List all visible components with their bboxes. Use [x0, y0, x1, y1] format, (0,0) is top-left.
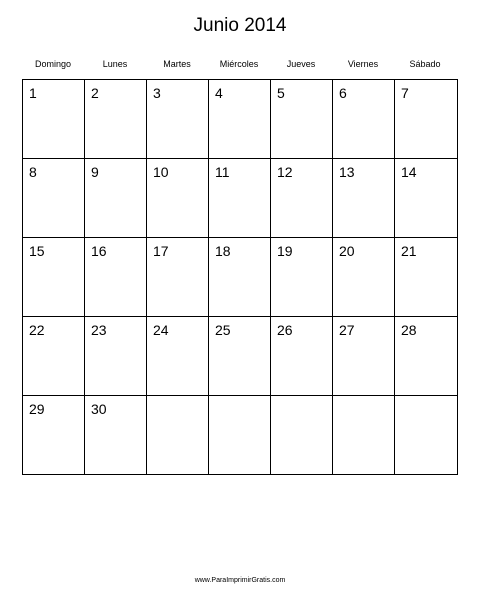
day-number: 12 [277, 164, 293, 180]
calendar-week [23, 80, 458, 159]
day-number: 23 [91, 322, 107, 338]
calendar-day-cell [271, 317, 333, 396]
day-number: 1 [29, 85, 37, 101]
calendar-day-cell [85, 396, 147, 475]
calendar-day-cell [147, 80, 209, 159]
calendar-day-cell [209, 396, 271, 475]
weekday-header-row [22, 56, 458, 72]
calendar-day-cell [271, 238, 333, 317]
day-number: 21 [401, 243, 417, 259]
calendar-day-cell [147, 317, 209, 396]
day-number: 4 [215, 85, 223, 101]
day-number: 26 [277, 322, 293, 338]
day-number: 11 [215, 164, 230, 180]
day-number: 28 [401, 322, 417, 338]
calendar-day-cell [209, 317, 271, 396]
calendar-day-cell [147, 396, 209, 475]
calendar-day-cell [395, 238, 458, 317]
calendar-title: Junio 2014 [193, 15, 287, 36]
footer-url[interactable]: www.ParaImprimirGratis.com [194, 577, 286, 584]
day-number: 18 [215, 243, 231, 259]
day-number: 6 [339, 85, 347, 101]
calendar-day-cell [23, 80, 85, 159]
calendar-day-cell [395, 317, 458, 396]
calendar-day-cell [85, 238, 147, 317]
calendar-week [23, 159, 458, 238]
day-number: 13 [339, 164, 355, 180]
day-number: 10 [153, 164, 169, 180]
day-number: 16 [91, 243, 107, 259]
day-number: 29 [29, 401, 45, 417]
weekday-sunday: Domingo [34, 59, 72, 69]
day-number: 22 [29, 322, 45, 338]
weekday-friday: Viernes [347, 59, 379, 69]
calendar-day-cell [333, 159, 395, 238]
day-number: 9 [91, 164, 99, 180]
calendar-day-cell [333, 238, 395, 317]
day-number: 17 [153, 243, 169, 259]
day-number: 7 [401, 85, 409, 101]
calendar-day-cell [209, 159, 271, 238]
calendar-day-cell [23, 238, 85, 317]
calendar-day-cell [333, 317, 395, 396]
weekday-tuesday: Martes [163, 59, 191, 69]
calendar-day-cell [209, 80, 271, 159]
calendar-day-cell [23, 317, 85, 396]
weekday-saturday: Sábado [409, 59, 441, 69]
day-number: 2 [91, 85, 99, 101]
weekday-thursday: Jueves [286, 59, 316, 69]
calendar-day-cell [209, 238, 271, 317]
calendar-day-cell [395, 396, 458, 475]
calendar-day-cell [85, 159, 147, 238]
day-number: 15 [29, 243, 45, 259]
weekday-wednesday: Miércoles [219, 59, 259, 69]
calendar-day-cell [85, 317, 147, 396]
calendar-day-cell [147, 238, 209, 317]
calendar-grid [22, 79, 458, 475]
day-number: 20 [339, 243, 355, 259]
calendar-week [23, 238, 458, 317]
day-number: 14 [401, 164, 417, 180]
calendar-day-cell [333, 396, 395, 475]
day-number: 3 [153, 85, 161, 101]
day-number: 8 [29, 164, 37, 180]
calendar-day-cell [85, 80, 147, 159]
calendar-day-cell [271, 396, 333, 475]
calendar-day-cell [23, 159, 85, 238]
day-number: 24 [153, 322, 169, 338]
weekday-monday: Lunes [102, 59, 128, 69]
calendar-week [23, 396, 458, 475]
calendar-day-cell [395, 80, 458, 159]
day-number: 5 [277, 85, 285, 101]
calendar-day-cell [271, 159, 333, 238]
calendar-day-cell [271, 80, 333, 159]
calendar-day-cell [23, 396, 85, 475]
calendar-week [23, 317, 458, 396]
day-number: 25 [215, 322, 231, 338]
calendar-day-cell [333, 80, 395, 159]
day-number: 27 [339, 322, 355, 338]
day-number: 30 [91, 401, 107, 417]
calendar-day-cell [395, 159, 458, 238]
calendar-day-cell [147, 159, 209, 238]
day-number: 19 [277, 243, 293, 259]
